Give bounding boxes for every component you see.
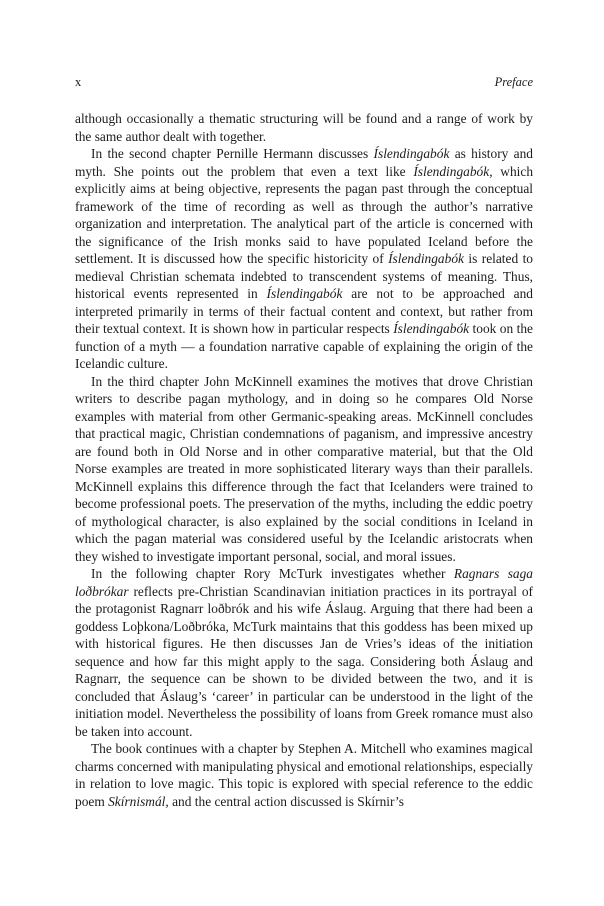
body-text: The book continues with a chapter by Stephen A. Mitchell who examines magical charms concerned with manipulating physical and emotional relationships, especially in relation to love magic. This topic is explored with special reference to the eddic poem [75,741,533,809]
body-text: although occasionally a thematic structuring will be found and a range of work by the same author dealt with together. [75,111,533,144]
paragraph [75,740,533,810]
italic-title-text: Ragnars saga loðbrókar [75,566,533,599]
body-text: are not to be approached and interpreted primarily in terms of their factual content and context, but rather from their textual context. It is shown how in particular respects [75,286,533,336]
italic-title-text: Skírnismál [108,793,166,809]
body-text: is related to medieval Christian schemata indebted to transcendent systems of meaning. Thus, historical events represented in [75,251,533,301]
page-number: x [75,75,82,89]
body-text: took on the function of a myth — a foundation narrative capable of explaining the origin of the Icelandic culture. [75,321,533,371]
paragraph [75,110,533,145]
running-header [75,75,533,89]
paragraph [75,145,533,373]
italic-title-text: Íslendingabók [413,163,490,179]
paragraph [75,565,533,740]
body-text: In the following chapter Rory McTurk investigates whether [91,566,454,581]
italic-title-text: Íslendingabók [388,251,464,266]
body-text: In the third chapter John McKinnell examines the motives that drove Christian writers to describe pagan mythology, and in doing so he compares Old Norse examples with material from other Germanic-speaking areas. McKinnell concludes that practical magic, Christian condemnations of paganism, and impressive ancestry are found both in Old Norse and in other comparative material, but that the Old Norse examples are treated in more sophisticated literary ways than their parallels. McKinnell explains this difference through the fact that Icelanders were trained to become professional poets. The preservation of the myths, including the eddic poetry of mythological character, is also explained by the social conditions in Iceland in which the pagan material was considered useful by the Icelandic aristocrats when they wished to investigate important personal, social, and moral issues. [75,373,533,564]
body-text: reflects pre-Christian Scandinavian initiation practices in its portrayal of the protagonist Ragnarr loðbrók and his wife Áslaug. Arguing that there had been a goddess Loþkona/Loðbróka, McTurk maintains that this goddess has been mixed up with historical figures. He then discusses Jan de Vries’s ideas of the initiation sequence and how far this might apply to the saga. Considering both Áslaug and Ragnarr, the sequence can be shown to be divided between the two, and it is concluded that Áslaug’s ‘career’ in particular can be understood in the light of the initiation model. Nevertheless the possibility of loans from Greek romance must also be taken into account. [75,583,533,739]
page-body [75,110,533,810]
italic-title-text: Íslendingabók [373,146,450,161]
body-text: , and the central action discussed is Skírnir’s [165,793,404,809]
running-title: Preface [494,75,533,89]
body-text: In the second chapter Pernille Hermann discusses [91,146,374,161]
body-text: as history and myth. She points out the problem that even a text like [75,146,533,179]
paragraph [75,373,533,566]
body-text: , which explicitly aims at being objective, represents the pagan past through the conceptual framework of the time of recording as well as through the author’s narrative organization and interpretation. The analytical part of the article is concerned with the significance of the Irish monks said to have populated Iceland before the settlement. It is discussed how the specific historicity of [75,163,534,266]
italic-title-text: Íslendingabók [393,321,470,336]
italic-title-text: Íslendingabók [266,286,343,301]
